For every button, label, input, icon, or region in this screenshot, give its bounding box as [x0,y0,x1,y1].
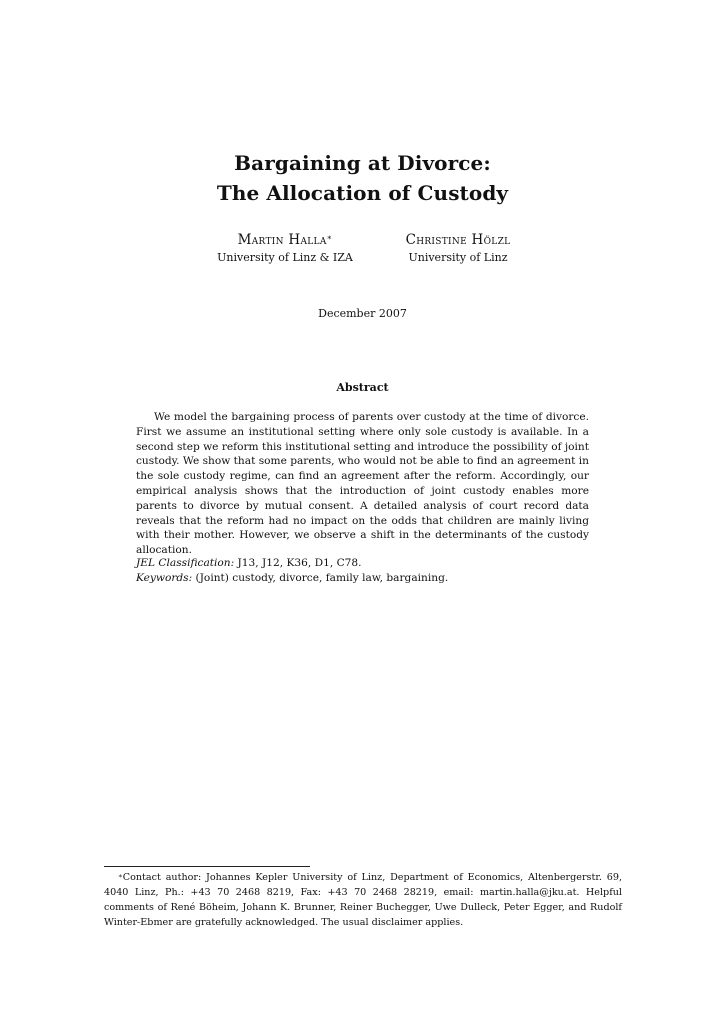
author-name-text: Martin Halla [237,232,327,248]
title-line-2: The Allocation of Custody [216,181,509,205]
keywords-value: (Joint) custody, divorce, family law, bargaining. [192,571,449,584]
abstract-text: We model the bargaining process of parents over custody at the time of divorce. First we assume an institutional setting where only sole custody is available. In a second step we reform this institutional setting and introduce the possibility of joint custody. We show that some parents, who would not be able to find an agreement in the sole custody regime, can find an agreement after the reform. Accordingly, our empirical analysis shows that the introduction of joint custody enables more parents to divorce by mutual consent. A detailed analysis of court record data reveals that the reform had no impact on the odds that children are mainly living with their mother. However, we observe a shift in the determinants of the custody allocation. [136,411,589,557]
jel-line [136,556,596,571]
footnote-marker: ∗ [118,872,123,880]
abstract-heading: Abstract [336,381,389,394]
jel-value: J13, J12, K36, D1, C78. [234,557,362,569]
author-block-halla [200,230,370,266]
jel-label: JEL Classification: [136,557,235,569]
footnote-text: Contact author: Johannes Kepler University of Linz, Department of Economics, Altenbergerstr. 69, 4040 Linz, Ph.: +43 70 2468 8219, Fax: +43 70 2468 28219, email: martin.halla@jku.at. Helpful comments of René Böheim, Johann K. Brunner, Reiner Buchegger, Uwe Dulleck, Peter Egger, and Rudolf Winter-Ebmer are gratefully acknowledged. The usual disclaimer applies. [104,872,622,928]
author-affiliation-hoelzl: University of Linz [408,251,508,264]
keywords-line [136,571,596,586]
author-block-hoelzl [372,230,544,266]
author-footnote-marker: ∗ [326,233,333,242]
paper-title [0,148,725,208]
footnote-rule [104,866,310,867]
keywords-label: Keywords: [136,571,193,584]
author-affiliation-halla: University of Linz & IZA [217,251,353,264]
author-name-halla [200,230,370,250]
author-name-hoelzl: Christine Hölzl [405,232,511,248]
footnote [104,870,622,930]
publication-date: December 2007 [318,307,407,320]
classification-block [136,556,596,586]
title-line-1: Bargaining at Divorce: [234,151,491,175]
